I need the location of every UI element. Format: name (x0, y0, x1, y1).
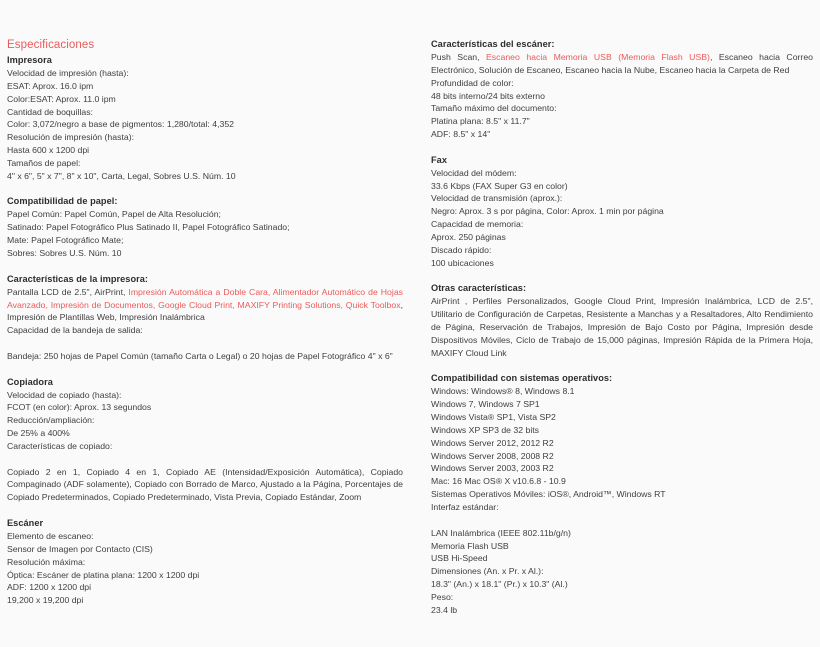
scanner-spec-line: Sensor de Imagen por Contacto (CIS) (7, 543, 153, 554)
output-tray-value: Bandeja: 250 hojas de Papel Común (tamaño Carta o Legal) o 20 hojas de Papel Fotográfico 4" x 6" (7, 350, 393, 361)
output-tray-label: Capacidad de la bandeja de salida: (7, 325, 143, 336)
weight-value: 23.4 lb (431, 604, 458, 615)
printer-spec-line: Hasta 600 x 1200 dpi (7, 145, 90, 156)
scanner-feature-line: Platina plana: 8.5" x 11.7" (431, 116, 530, 127)
scanner-spec-line: Resolución máxima: (7, 556, 86, 567)
scanner-feature-line: ADF: 8.5" x 14" (431, 129, 491, 140)
os-compat-line: Windows Server 2003, 2003 R2 (431, 463, 554, 474)
fax-spec-line: Velocidad de transmisión (aprox.): (431, 193, 563, 204)
left-column (7, 38, 403, 607)
os-compat-line: Windows Server 2008, 2008 R2 (431, 450, 554, 461)
interface-label: Interfaz estándar: (431, 502, 499, 512)
printer-spec-line: ESAT: Aprox. 16.0 ipm (7, 80, 94, 91)
os-compat-line: Windows XP SP3 de 32 bits (431, 424, 540, 435)
paper-compat-line: Sobres: Sobres U.S. Núm. 10 (7, 247, 122, 258)
paper-compat-line: Papel Común: Papel Común, Papel de Alta Resolución; (7, 209, 221, 220)
spacer (431, 514, 813, 527)
scanner-feature-line: Tamaño máximo del documento: (431, 103, 557, 114)
dimensions-label: Dimensiones (An. x Pr. x Al.): (431, 566, 544, 577)
printer-features-highlight: Impresión Automática a Doble Cara, Alimentador Automático de Hojas Avanzado, Impresión de Documentos, Google Cloud Print, MAXIFY Printing Solutions, Quick Toolbox (7, 286, 403, 310)
printer-spec-line: Tamaños de papel: (7, 157, 81, 168)
printer-spec-line: 4" x 6", 5" x 7", 8" x 10", Carta, Legal, Sobres U.S. Núm. 10 (7, 170, 236, 181)
section-heading-caracteristicas-escaner: Características del escáner: (431, 39, 555, 49)
printer-spec-line: Velocidad de impresión (hasta): (7, 68, 129, 78)
copier-spec-line: Velocidad de copiado (hasta): (7, 389, 122, 400)
paper-compat-line: Satinado: Papel Fotográfico Plus Satinado II, Papel Fotográfico Satinado; (7, 222, 290, 233)
printer-features-paragraph (7, 286, 403, 325)
scanner-spec-line: Elemento de escaneo: (7, 531, 94, 541)
scanner-features-text-pre: Push Scan, (431, 52, 487, 62)
section-heading-escaner: Escáner (7, 518, 44, 528)
page-title: Especificaciones (7, 39, 95, 51)
fax-spec-line: 100 ubicaciones (431, 257, 494, 268)
spacer (7, 453, 403, 466)
os-compat-line: Sistemas Operativos Móviles: iOS®, Android™, Windows RT (431, 489, 666, 500)
spacer (7, 183, 403, 196)
dimensions-value: 18.3" (An.) x 18.1" (Pr.) x 10.3" (Al.) (431, 579, 568, 590)
section-heading-compatibilidad-papel: Compatibilidad de papel: (7, 196, 118, 207)
spacer (431, 141, 813, 154)
printer-features-text-post: , Impresión de Plantillas Web, Impresión Inalámbrica (7, 299, 403, 323)
os-compat-line: Mac: 16 Mac OS® X v10.6.8 - 10.9 (431, 476, 566, 487)
section-heading-fax: Fax (431, 154, 447, 165)
scanner-features-paragraph (431, 51, 813, 77)
os-compat-line: Windows Vista® SP1, Vista SP2 (431, 412, 556, 423)
right-column (431, 38, 813, 617)
printer-spec-line: Color:ESAT: Aprox. 11.0 ipm (7, 93, 116, 104)
fax-spec-line: Negro: Aprox. 3 s por página, Color: Aprox. 1 min por página (431, 206, 664, 217)
section-heading-caracteristicas-impresora: Características de la impresora: (7, 273, 149, 284)
interface-line: Memoria Flash USB (431, 540, 509, 551)
spacer (7, 260, 403, 273)
spacer (7, 504, 403, 517)
os-compat-line: Windows 7, Windows 7 SP1 (431, 399, 540, 410)
spacer (431, 360, 813, 373)
section-heading-impresora: Impresora (7, 55, 52, 65)
spacer (7, 337, 403, 350)
fax-spec-line: Velocidad del módem: (431, 167, 517, 178)
printer-features-text-pre: Pantalla LCD de 2.5", AirPrint, (7, 286, 129, 297)
weight-label: Peso: (431, 591, 454, 602)
scanner-spec-line: 19,200 x 19,200 dpi (7, 595, 84, 606)
copier-spec-line: Reducción/ampliación: (7, 415, 95, 426)
spacer (7, 363, 403, 376)
scanner-features-text-post: , Escaneo hacia Correo Electrónico, Solución de Escaneo, Escaneo hacia la Nube, Escaneo hacia la Carpeta de Red (431, 52, 813, 75)
other-features-paragraph: AirPrint , Perfiles Personalizados, Google Cloud Print, Impresión Inalámbrica, LCD de 2.5", Utilitario de Configuración de Carpetas, Resistente a Manchas y a Resaltadores, Alto Rendimiento de Página, Reservación de Trabajos, Impresión de Bajo Costo por Página, Impresión desde Dispositivos Móviles, Ciclo de Trabajo de 15,000 páginas, Impresión Rápida de la Primera Hoja, MAXIFY Cloud Link (431, 296, 813, 358)
scanner-feature-line: 48 bits interno/24 bits externo (431, 90, 545, 101)
fax-spec-line: Capacidad de memoria: (431, 219, 524, 230)
os-compat-line: Windows Server 2012, 2012 R2 (431, 437, 554, 448)
section-heading-otras-caracteristicas: Otras características: (431, 283, 527, 294)
copier-spec-line: De 25% a 400% (7, 428, 70, 439)
interface-line: LAN Inalámbrica (IEEE 802.11b/g/n) (431, 527, 571, 538)
paper-compat-line: Mate: Papel Fotográfico Mate; (7, 235, 124, 246)
scanner-feature-line: Profundidad de color: (431, 77, 514, 88)
scanner-spec-line: ADF: 1200 x 1200 dpi (7, 582, 92, 593)
scanner-features-highlight: Escaneo hacia Memoria USB (Memoria Flash USB) (486, 52, 710, 62)
interface-line: USB Hi-Speed (431, 553, 488, 564)
printer-spec-line: Resolución de impresión (hasta): (7, 132, 134, 143)
fax-spec-line: 33.6 Kbps (FAX Super G3 en color) (431, 180, 568, 191)
copier-spec-line: Características de copiado: (7, 440, 113, 451)
section-heading-copiadora: Copiadora (7, 376, 53, 387)
fax-spec-line: Aprox. 250 páginas (431, 231, 506, 242)
spacer (431, 270, 813, 283)
section-heading-compatibilidad-so: Compatibilidad con sistemas operativos: (431, 373, 613, 384)
copier-features-paragraph: Copiado 2 en 1, Copiado 4 en 1, Copiado AE (Intensidad/Exposición Automática), Copiado Compaginado (ADF solamente), Copiado con Borrado de Marco, Ajustado a la Página, Porcentajes de Copiado Predeterminados, Copiado Predeterminado, Vista Previa, Copiado Estándar, Zoom (7, 466, 403, 503)
copier-spec-line: FCOT (en color): Aprox. 13 segundos (7, 402, 152, 413)
printer-spec-line: Cantidad de boquillas: (7, 106, 93, 117)
scanner-spec-line: Óptica: Escáner de platina plana: 1200 x 1200 dpi (7, 569, 200, 580)
two-column-layout (0, 38, 820, 617)
os-compat-line: Windows: Windows® 8, Windows 8.1 (431, 386, 575, 397)
printer-spec-line: Color: 3,072/negro a base de pigmentos: 1,280/total: 4,352 (7, 119, 234, 130)
fax-spec-line: Discado rápido: (431, 244, 492, 255)
